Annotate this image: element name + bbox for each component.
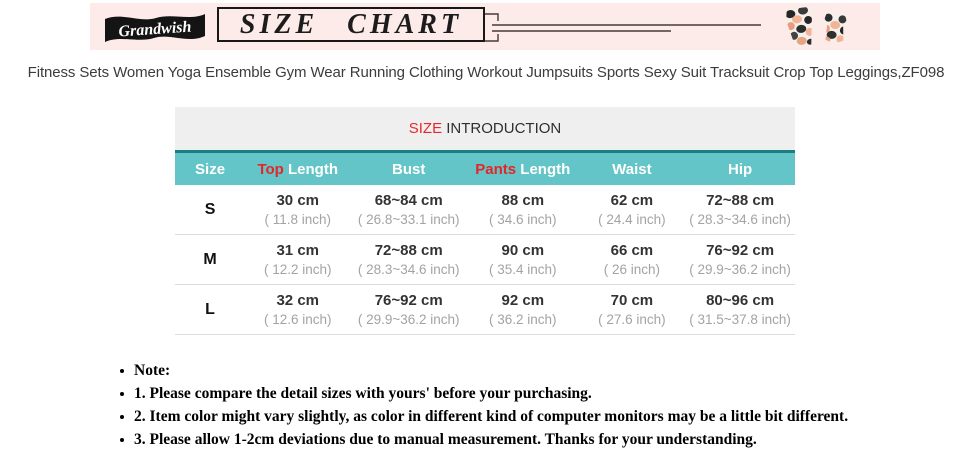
- top-length-cell: 31 cm ( 12.2 inch): [263, 241, 332, 277]
- top-length-cell: 32 cm ( 12.6 inch): [263, 291, 332, 327]
- pants-length-cell: 90 cm ( 35.4 inch): [489, 241, 557, 277]
- pants-length-cell: 88 cm ( 34.6 inch): [489, 191, 557, 227]
- brand-name: Grandwish: [118, 18, 192, 41]
- column-header-waist: Waist: [612, 160, 652, 178]
- table-row-l: [175, 285, 795, 335]
- hip-cell: 72~88 cm ( 28.3~34.6 inch): [689, 191, 791, 227]
- size-table: [175, 107, 795, 335]
- product-photo-leggings: [783, 5, 818, 48]
- note-item-1: 1. Please compare the detail sizes with yours' before your purchasing.: [120, 384, 920, 403]
- bust-cell: 72~88 cm ( 28.3~34.6 inch): [357, 241, 460, 277]
- size-chart-title: SIZE CHART: [239, 8, 463, 40]
- bust-cell: 68~84 cm ( 26.8~33.1 inch): [357, 191, 460, 227]
- bust-cell: 76~92 cm ( 29.9~36.2 inch): [357, 291, 460, 327]
- size-cell: S: [204, 200, 216, 218]
- hip-cell: 80~96 cm ( 31.5~37.8 inch): [689, 291, 791, 327]
- table-title-highlight: SIZE: [408, 120, 443, 137]
- column-header-size: Size: [195, 160, 226, 178]
- grandwish-logo: [104, 10, 206, 46]
- table-row-s: [175, 185, 795, 235]
- banner-lines-decoration: [483, 5, 783, 47]
- size-cell: L: [205, 300, 215, 318]
- header-banner: [90, 3, 880, 50]
- pants-length-cell: 92 cm ( 36.2 inch): [489, 291, 557, 327]
- note-heading-line: [120, 361, 920, 380]
- bullet-icon: [120, 392, 124, 396]
- table-row-m: [175, 235, 795, 285]
- product-photo-top: [816, 9, 854, 47]
- note-item-2: 2. Item color might vary slightly, as color in different kind of computer monitors may be a little bit different.: [120, 407, 920, 426]
- top-length-cell: 30 cm ( 11.8 inch): [264, 191, 331, 227]
- bullet-icon: [120, 369, 124, 373]
- product-title: Fitness Sets Women Yoga Ensemble Gym Wear Running Clothing Workout Jumpsuits Sports Sexy Suit Tracksuit Crop Top Leggings,ZF098: [27, 64, 945, 81]
- waist-cell: 70 cm ( 27.6 inch): [598, 291, 666, 327]
- bullet-icon: [120, 415, 124, 419]
- column-header-bust: Bust: [392, 160, 426, 178]
- table-title-rest: INTRODUCTION: [442, 120, 562, 137]
- column-header-pants-length: Pants Length: [475, 160, 571, 178]
- column-header-hip: Hip: [727, 160, 753, 178]
- notes-section: [120, 361, 920, 453]
- waist-cell: 66 cm ( 26 inch): [603, 241, 661, 277]
- table-header-row: [175, 150, 795, 185]
- size-cell: M: [203, 250, 217, 268]
- note-item-3: 3. Please allow 1-2cm deviations due to manual measurement. Thanks for your understanding.: [120, 430, 920, 449]
- hip-cell: 76~92 cm ( 29.9~36.2 inch): [689, 241, 791, 277]
- waist-cell: 62 cm ( 24.4 inch): [598, 191, 666, 227]
- note-heading: Note:: [134, 362, 171, 379]
- size-chart-title-box: [217, 7, 485, 42]
- column-header-top-length: Top Length: [257, 160, 338, 178]
- table-title: [175, 107, 795, 150]
- bullet-icon: [120, 438, 124, 442]
